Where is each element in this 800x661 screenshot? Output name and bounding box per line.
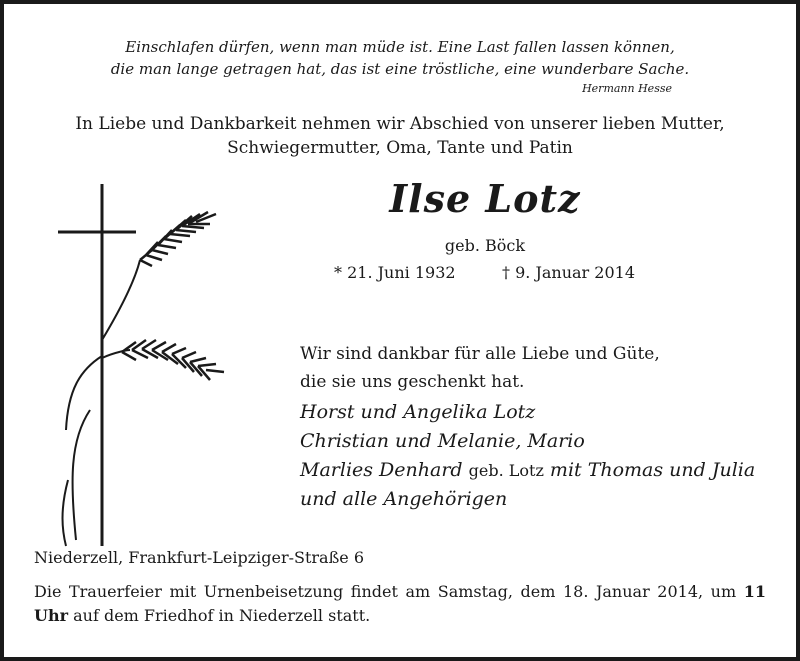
address: Niederzell, Frankfurt-Leipziger-Straße 6 bbox=[34, 548, 365, 567]
intro-line-2: Schwiegermutter, Oma, Tante und Patin bbox=[227, 138, 573, 158]
service-text-before: Die Trauerfeier mit Urnenbeisetzung findet am Samstag, dem 18. Januar 2014, um bbox=[34, 582, 737, 601]
gratitude-line-2: die sie uns geschenkt hat. bbox=[300, 372, 525, 392]
cross-icon bbox=[58, 184, 136, 546]
mourner-name: Marlies Denhard bbox=[300, 459, 463, 481]
service-text-after: auf dem Friedhof in Niederzell statt. bbox=[73, 606, 371, 625]
service-time: 11 Uhr bbox=[34, 582, 766, 625]
intro-line-1: In Liebe und Dankbarkeit nehmen wir Abschied von unserer lieben Mutter, bbox=[75, 114, 725, 134]
deceased-name: Ilse Lotz bbox=[389, 176, 581, 221]
gratitude-line-1: Wir sind dankbar für alle Liebe und Güte, bbox=[300, 344, 660, 364]
quote-author: Hermann Hesse bbox=[582, 82, 672, 95]
death-date-text: 9. Januar 2014 bbox=[515, 263, 635, 282]
maiden-name: geb. Böck bbox=[444, 236, 526, 255]
service-info bbox=[34, 580, 766, 628]
mourner-maiden-name: geb. Lotz bbox=[468, 461, 544, 480]
mourner-line-4: und alle Angehörigen bbox=[300, 488, 508, 510]
mourner-line-2: Christian und Melanie, Mario bbox=[300, 430, 585, 452]
wheat-icon bbox=[63, 212, 225, 546]
birth-date bbox=[334, 263, 456, 282]
mourner-line-1: Horst und Angelika Lotz bbox=[300, 401, 536, 423]
cross-and-wheat-illustration bbox=[40, 180, 240, 550]
mourner-line-3 bbox=[300, 456, 755, 485]
birth-date-text: 21. Juni 1932 bbox=[347, 263, 456, 282]
mourners-list bbox=[300, 398, 755, 514]
intro-text bbox=[0, 112, 800, 160]
birth-star-icon: * bbox=[334, 263, 342, 282]
quote bbox=[0, 36, 800, 80]
mourner-rest: mit Thomas und Julia bbox=[549, 459, 756, 481]
quote-line-1: Einschlafen dürfen, wenn man müde ist. Eine Last fallen lassen können, bbox=[125, 38, 675, 56]
gratitude-text bbox=[300, 340, 660, 396]
death-date bbox=[502, 263, 635, 282]
death-dagger-icon: † bbox=[502, 263, 510, 282]
quote-line-2: die man lange getragen hat, das ist eine tröstliche, eine wunderbare Sache. bbox=[110, 60, 690, 78]
